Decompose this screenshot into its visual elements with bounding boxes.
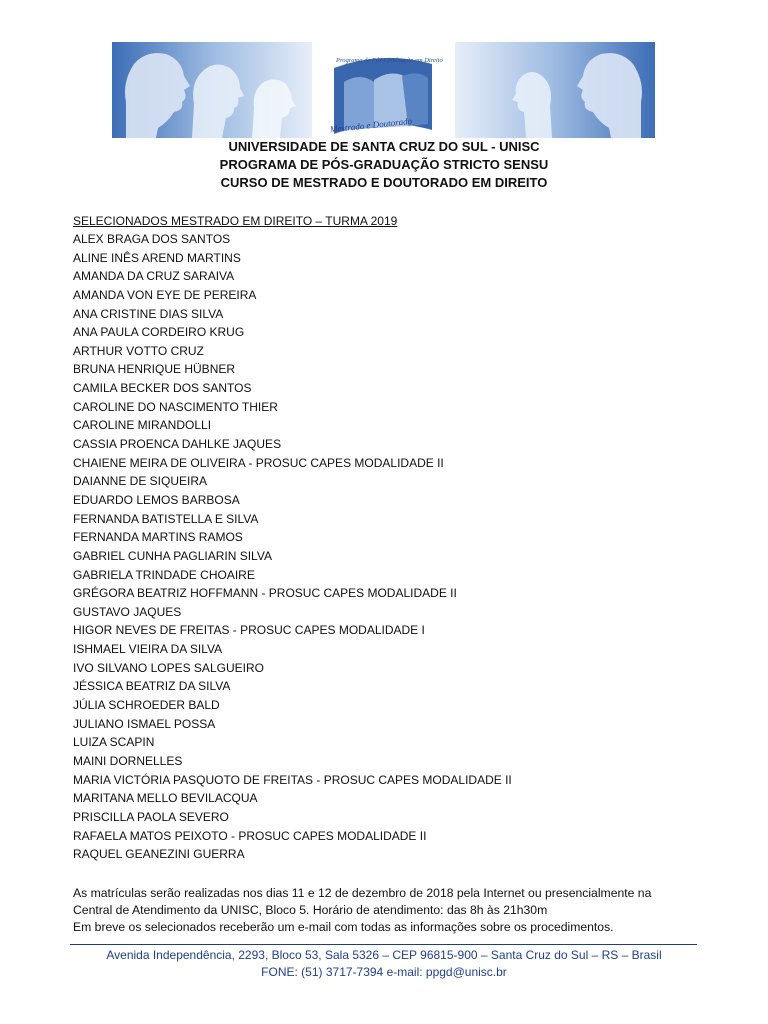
university-name: UNIVERSIDADE DE SANTA CRUZ DO SUL - UNISC xyxy=(228,139,540,154)
list-item: GABRIEL CUNHA PAGLIARIN SILVA xyxy=(73,548,272,563)
program-name: PROGRAMA DE PÓS-GRADUAÇÃO STRICTO SENSU xyxy=(219,157,549,172)
list-item: GABRIELA TRINDADE CHOAIRE xyxy=(73,567,255,582)
list-item: MARIA VICTÓRIA PASQUOTO DE FREITAS - PROSUC CAPES MODALIDADE II xyxy=(73,772,512,787)
notice-line-3: Em breve os selecionados receberão um e-mail com todas as informações sobre os procedimentos. xyxy=(73,920,614,934)
list-item: RAFAELA MATOS PEIXOTO - PROSUC CAPES MODALIDADE II xyxy=(73,828,427,843)
list-item: CAROLINE MIRANDOLLI xyxy=(73,418,212,433)
footer-contact: FONE: (51) 3717-7394 e-mail: ppgd@unisc.br xyxy=(261,965,507,979)
selected-list-title: SELECIONADOS MESTRADO EM DIREITO – TURMA 2019 xyxy=(73,214,398,228)
list-item: JULIANO ISMAEL POSSA xyxy=(73,716,216,731)
list-item: JÚLIA SCHROEDER BALD xyxy=(73,698,220,713)
enrollment-notice xyxy=(73,885,713,936)
logo-bottom-text: Mestrado e Doutorado xyxy=(329,115,413,135)
list-item: CAMILA BECKER DOS SANTOS xyxy=(73,381,252,396)
list-item: ARTHUR VOTTO CRUZ xyxy=(73,343,204,358)
selected-names-list xyxy=(73,230,512,864)
list-item: MARITANA MELLO BEVILACQUA xyxy=(73,791,258,806)
course-name: CURSO DE MESTRADO E DOUTORADO EM DIREITO xyxy=(220,175,548,190)
header-banner xyxy=(112,42,655,138)
list-item: DAIANNE DE SIQUEIRA xyxy=(73,474,208,489)
list-item: LUIZA SCAPIN xyxy=(73,735,155,750)
program-logo xyxy=(328,57,443,134)
list-item: JÉSSICA BEATRIZ DA SILVA xyxy=(73,679,231,694)
notice-line-1: As matrículas serão realizadas nos dias 11 e 12 de dezembro de 2018 pela Internet ou presencialmente na xyxy=(73,886,652,900)
list-item: ANA CRISTINE DIAS SILVA xyxy=(73,306,224,321)
list-item: ANA PAULA CORDEIRO KRUG xyxy=(73,325,245,340)
list-item: CHAIENE MEIRA DE OLIVEIRA - PROSUC CAPES MODALIDADE II xyxy=(73,455,444,470)
list-item: BRUNA HENRIQUE HÜBNER xyxy=(73,362,236,377)
document-header xyxy=(0,138,768,192)
list-item: FERNANDA MARTINS RAMOS xyxy=(73,530,243,545)
footer xyxy=(0,947,768,981)
list-item: PRISCILLA PAOLA SEVERO xyxy=(73,809,229,824)
list-item: ALEX BRAGA DOS SANTOS xyxy=(73,232,231,246)
banner-image xyxy=(112,42,655,138)
list-item: GRÉGORA BEATRIZ HOFFMANN - PROSUC CAPES MODALIDADE II xyxy=(73,586,457,601)
list-item: AMANDA DA CRUZ SARAIVA xyxy=(73,269,235,284)
list-item: CAROLINE DO NASCIMENTO THIER xyxy=(73,399,278,414)
list-item: MAINI DORNELLES xyxy=(73,753,183,768)
list-item: RAQUEL GEANEZINI GUERRA xyxy=(73,847,245,862)
list-item: CASSIA PROENCA DAHLKE JAQUES xyxy=(73,437,282,452)
list-item: AMANDA VON EYE DE PEREIRA xyxy=(73,287,257,302)
list-item: ALINE INÊS AREND MARTINS xyxy=(73,250,241,265)
list-item: HIGOR NEVES DE FREITAS - PROSUC CAPES MODALIDADE I xyxy=(73,623,425,638)
list-item: EDUARDO LEMOS BARBOSA xyxy=(73,492,240,507)
list-item: GUSTAVO JAQUES xyxy=(73,604,182,619)
footer-address: Avenida Independência, 2293, Bloco 53, Sala 5326 – CEP 96815-900 – Santa Cruz do Sul – RS – Brasil xyxy=(106,948,662,962)
list-item: ISHMAEL VIEIRA DA SILVA xyxy=(73,642,223,657)
list-item: FERNANDA BATISTELLA E SILVA xyxy=(73,511,259,526)
logo-arc-text: Programa de Pós-Graduação em Direito xyxy=(336,57,443,64)
list-item: IVO SILVANO LOPES SALGUEIRO xyxy=(73,660,264,675)
notice-line-2: Central de Atendimento da UNISC, Bloco 5. Horário de atendimento: das 8h às 21h30m xyxy=(73,903,548,917)
footer-divider xyxy=(70,944,697,945)
